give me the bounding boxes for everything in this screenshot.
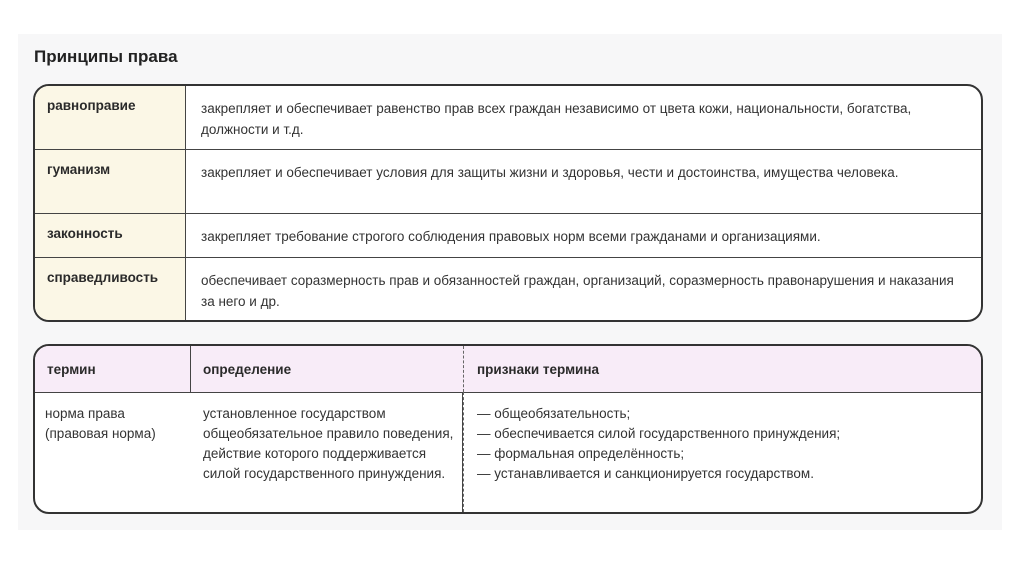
principle-term: справедливость	[35, 258, 186, 321]
list-item: — общеобязательность;	[477, 404, 967, 424]
table-header-row	[35, 346, 981, 393]
list-item: — устанавливается и санкционируется государством.	[477, 464, 967, 484]
column-header-features: признаки термина	[477, 362, 600, 377]
principles-table	[33, 84, 983, 322]
table-row	[35, 213, 981, 258]
principle-term: законность	[35, 214, 186, 258]
table-row	[35, 149, 981, 214]
column-header-definition: определение	[203, 362, 292, 377]
principle-term: гуманизм	[35, 150, 186, 214]
list-item: — формальная определённость;	[477, 444, 967, 464]
column-divider	[190, 346, 191, 392]
principle-definition: обеспечивает соразмерность прав и обязанностей граждан, организаций, соразмерность правонарушения и наказания за него и др.	[201, 273, 954, 309]
definition-cell: установленное государством общеобязательное правило поведения, действие которого поддерживается силой государственного принуждения.	[203, 406, 454, 481]
principle-term: равноправие	[35, 86, 186, 149]
features-list	[477, 404, 967, 484]
term-definition-table	[33, 344, 983, 514]
page-title: Принципы права	[34, 47, 178, 66]
list-item: — обеспечивается силой государственного принуждения;	[477, 424, 967, 444]
column-divider	[463, 392, 464, 512]
principle-definition: закрепляет требование строгого соблюдения правовых норм всеми гражданами и организациями.	[201, 229, 821, 244]
column-header-term: термин	[47, 362, 96, 377]
table-row	[35, 257, 981, 321]
term-cell: норма права (правовая норма)	[45, 406, 156, 441]
principle-definition: закрепляет и обеспечивает условия для защиты жизни и здоровья, чести и достоинства, имущества человека.	[201, 165, 899, 180]
table-row	[35, 86, 981, 149]
features-cell	[477, 404, 967, 484]
column-divider	[463, 346, 464, 392]
principle-definition: закрепляет и обеспечивает равенство прав всех граждан независимо от цвета кожи, национальности, богатства, должности и т.д.	[201, 101, 912, 137]
